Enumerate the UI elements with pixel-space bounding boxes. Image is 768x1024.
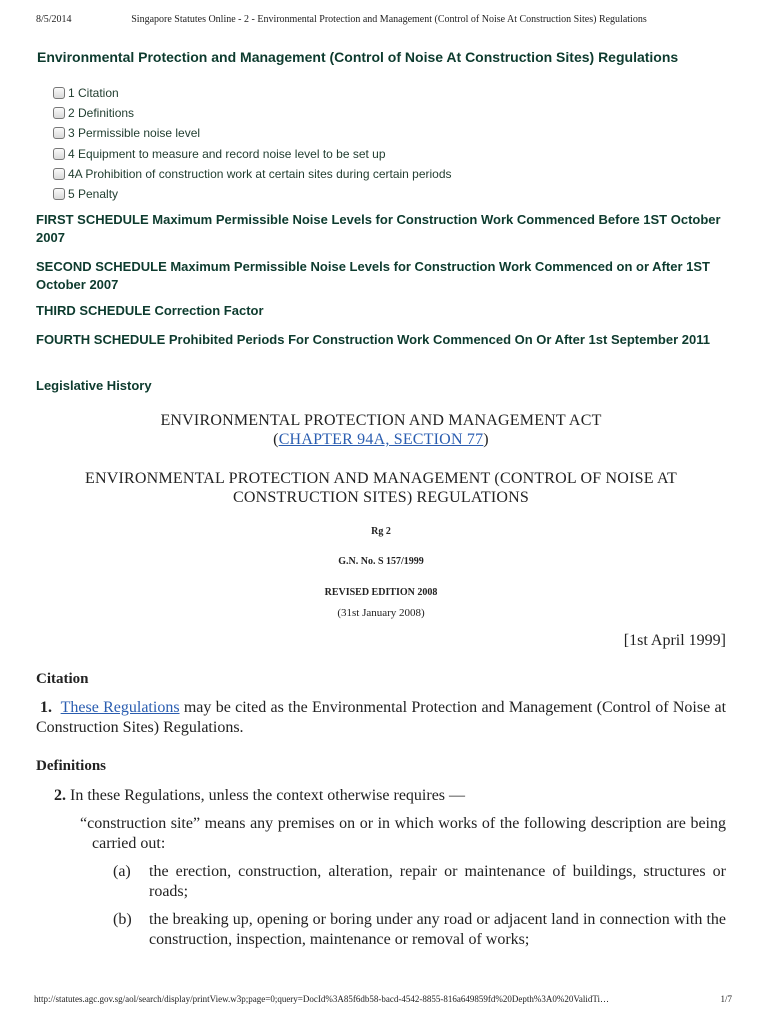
print-title: Singapore Statutes Online - 2 - Environmental Protection and Management (Control of Noise At Construction Sites) Regulations [131,14,647,25]
citation-paragraph [36,698,726,738]
paren-close: ) [483,431,489,448]
toc-item-label: 4 Equipment to measure and record noise level to be set up [68,146,386,161]
toc-item-label: 3 Permissible noise level [68,126,201,141]
checkbox[interactable] [53,87,65,99]
citation-heading: Citation [36,671,89,687]
toc-legislative-history[interactable]: Legislative History [36,378,152,393]
toc-item-citation[interactable] [53,83,452,103]
paren-open: ( [273,431,279,448]
definition-item [113,910,726,950]
print-date: 8/5/2014 [36,14,72,25]
checkbox[interactable] [53,188,65,200]
regulations-title: ENVIRONMENTAL PROTECTION AND MANAGEMENT (CONTROL OF NOISE AT CONSTRUCTION SITES) REGULATIONS [85,470,677,506]
item-label: (b) [113,911,132,928]
construction-site-definition: “construction site” means any premises on or in which works of the following description are being carried out: [80,815,726,852]
print-url: http://statutes.agc.gov.sg/aol/search/display/printView.w3p;page=0;query=DocId%3A85f6db58-bacd-4542-8855-816a649859fd%20Depth%3A0%20ValidTi… [34,994,610,1004]
toc-item-prohibition[interactable] [53,164,452,184]
item-text: the breaking up, opening or boring under any road or adjacent land in connection with the construction, inspection, maintenance or removal of works; [149,911,726,948]
toc-item-permissible-noise[interactable] [53,123,452,143]
revised-date: (31st January 2008) [337,607,425,619]
toc-third-schedule[interactable]: THIRD SCHEDULE Correction Factor [36,303,264,318]
toc-first-schedule[interactable]: FIRST SCHEDULE Maximum Permissible Noise Levels for Construction Work Commenced Before 1ST October 2007 [36,212,721,245]
toc-fourth-schedule[interactable]: FOURTH SCHEDULE Prohibited Periods For Construction Work Commenced On Or After 1st September 2011 [36,332,710,347]
definitions-intro-text: In these Regulations, unless the context otherwise requires — [66,787,466,804]
act-chapter-link[interactable]: CHAPTER 94A, SECTION 77 [278,431,484,448]
toc-item-label: 4A Prohibition of construction work at certain sites during certain periods [68,166,452,181]
item-text: the erection, construction, alteration, repair or maintenance of buildings, structures or roads; [149,863,726,900]
checkbox[interactable] [53,107,65,119]
revised-edition: REVISED EDITION 2008 [324,587,438,598]
print-header [36,14,732,25]
checkbox[interactable] [53,168,65,180]
gazette-number: G.N. No. S 157/1999 [338,556,424,567]
act-title: ENVIRONMENTAL PROTECTION AND MANAGEMENT ACT [160,412,602,429]
section-number: 1. [40,699,52,716]
definitions-heading: Definitions [36,758,107,774]
toc-item-label: 5 Penalty [68,187,119,202]
regulation-number: Rg 2 [371,526,391,537]
citation-text: may be cited as the Environmental Protection and Management (Control of Noise at Construction Sites) Regulations. [36,699,727,736]
toc-item-equipment[interactable] [53,144,452,164]
toc-second-schedule[interactable]: SECOND SCHEDULE Maximum Permissible Noise Levels for Construction Work Commenced on or After 1ST October 2007 [36,259,710,292]
checkbox[interactable] [53,148,65,160]
toc-item-definitions[interactable] [53,103,452,123]
section-number: 2. [54,787,66,804]
definitions-intro [54,786,724,806]
item-label: (a) [113,863,131,880]
toc-title: Environmental Protection and Management (Control of Noise At Construction Sites) Regulations [37,49,679,65]
print-footer [34,994,732,1004]
checkbox[interactable] [53,127,65,139]
definition-item [113,862,726,902]
toc-item-label: 1 Citation [68,86,119,101]
commencement-date: [1st April 1999] [623,632,726,649]
toc-item-label: 2 Definitions [68,106,135,121]
page-number: 1/7 [720,994,732,1004]
toc-item-penalty[interactable] [53,184,452,204]
act-title-block [36,411,726,449]
act-reference [36,430,726,449]
these-regulations-link[interactable]: These Regulations [60,699,180,716]
toc-list [53,83,452,204]
